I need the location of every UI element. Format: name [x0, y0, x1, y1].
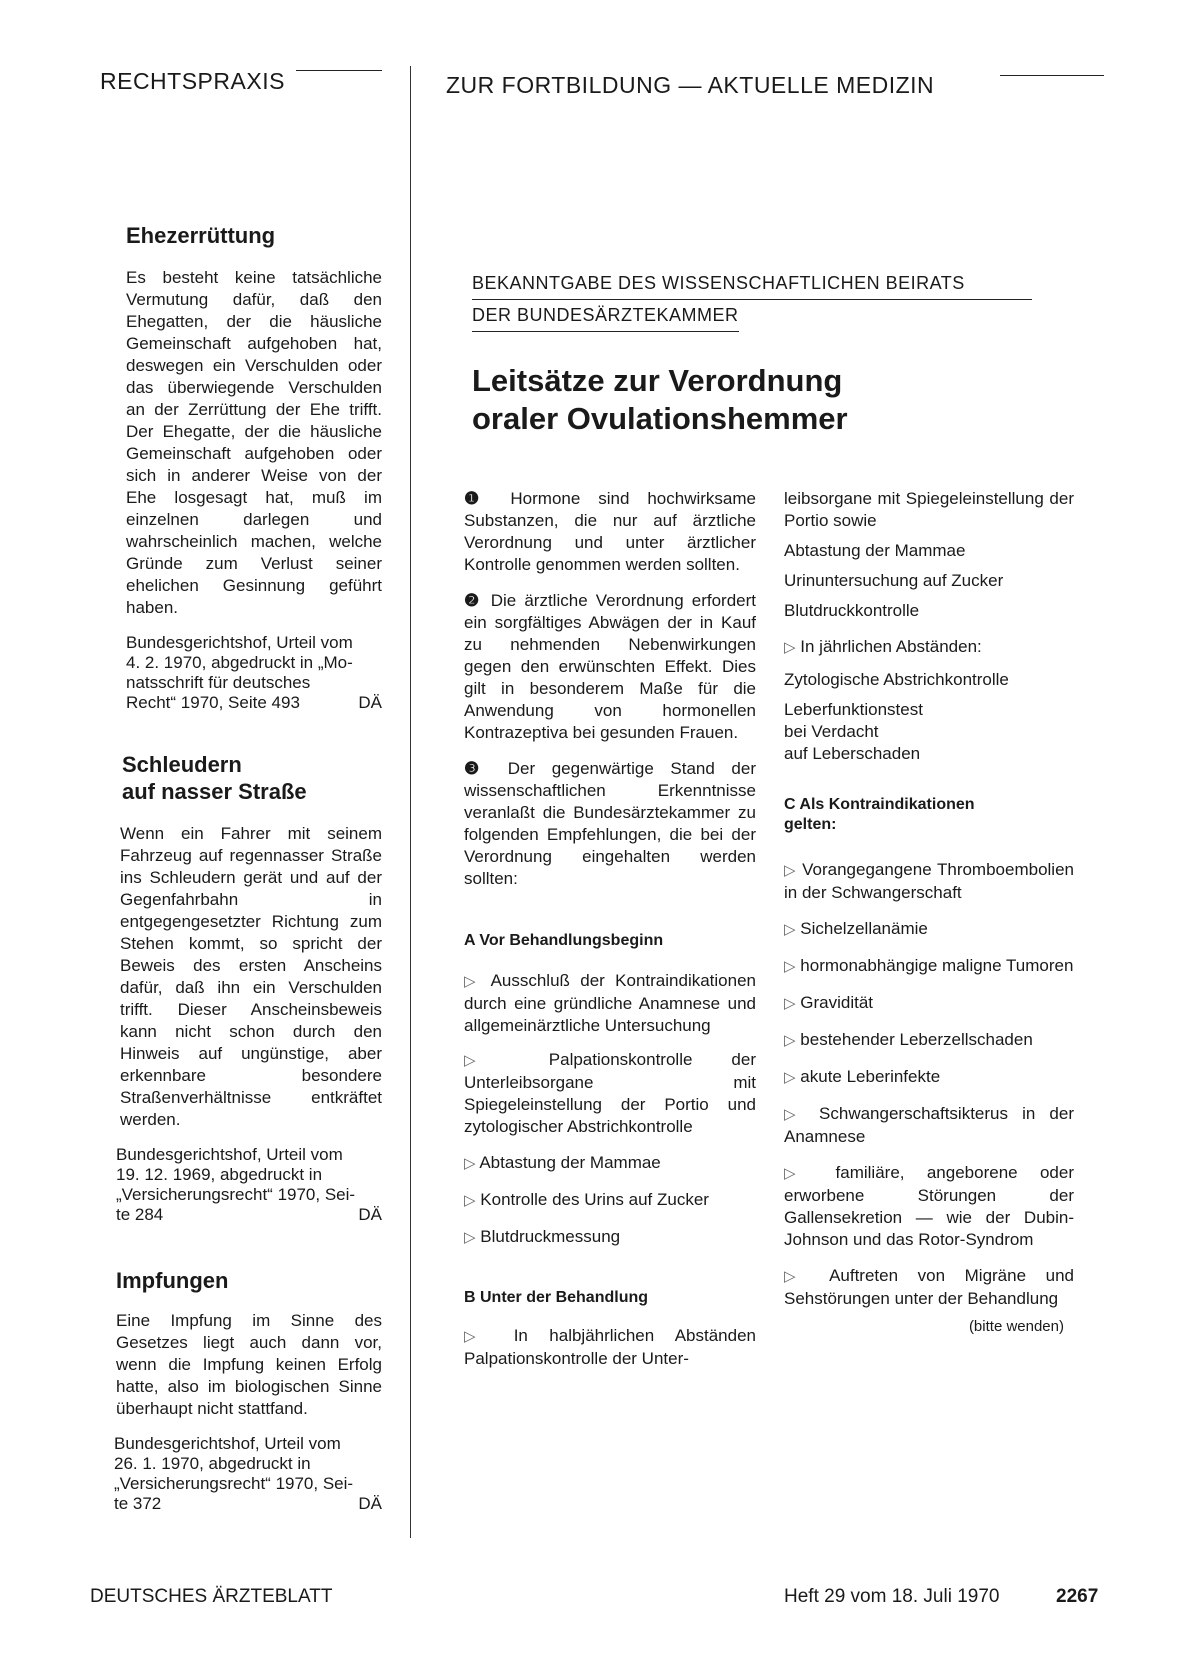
section-title-schleudern [112, 751, 382, 805]
triangle-icon: ▷ [464, 1328, 493, 1345]
citation-line: 26. 1. 1970, abgedruckt in [114, 1454, 311, 1473]
section-heading-b: B Unter der Behandlung [464, 1289, 649, 1306]
heading-line: C Als Kontraindikationen [784, 796, 975, 813]
list-item-text: bestehender Leberzellschaden [800, 1030, 1033, 1049]
list-item-text: Auftreten von Migräne und Sehstörungen unter der Behandlung [784, 1266, 1074, 1308]
triangle-icon: ▷ [784, 862, 797, 879]
title-line: auf nasser Straße [122, 779, 307, 804]
number-icon: ❷ [464, 591, 483, 610]
triangle-icon: ▷ [784, 1069, 796, 1086]
header-rule-right [1000, 75, 1104, 76]
triangle-icon: ▷ [784, 1268, 811, 1285]
list-item [784, 1265, 1074, 1310]
citation-line: Bundesgerichtshof, Urteil vom [116, 1145, 343, 1164]
article-column-2 [784, 488, 1074, 1335]
list-item-text: Abtastung der Mammae [479, 1153, 661, 1172]
section-heading-c [784, 795, 1074, 835]
banner-line-2: DER BUNDESÄRZTEKAMMER [472, 300, 739, 332]
section-body-impfungen: Eine Impfung im Sinne des Gesetzes liegt auch dann vor, wenn die Impfung keinen Erfolg hatte, also im biologischen Sinne überhaupt nicht stattfand. [116, 1311, 382, 1418]
article-title [472, 362, 848, 438]
citation-tag: DÄ [358, 1494, 382, 1513]
article-column-1 [464, 488, 756, 1370]
turn-page-note: (bitte wenden) [968, 1318, 1064, 1335]
citation-impfungen [112, 1434, 382, 1514]
section-header-left: RECHTSPRAXIS [100, 68, 285, 94]
triangle-icon: ▷ [784, 1032, 796, 1049]
announcement-banner [472, 268, 1032, 332]
triangle-icon: ▷ [784, 958, 796, 975]
check-line: Zytologische Abstrichkontrolle [784, 670, 1009, 689]
list-c [784, 859, 1074, 1310]
number-icon: ❶ [464, 489, 493, 508]
citation-line: natsschrift für deutsches [126, 673, 311, 692]
list-item [464, 1152, 756, 1175]
title-line: Leitsätze zur Verordnung [472, 363, 843, 398]
citation-line: te 372 [114, 1494, 162, 1513]
citation-line: „Versicherungsrecht“ 1970, Sei- [116, 1185, 356, 1204]
section-header-right: ZUR FORTBILDUNG — AKTUELLE MEDIZIN [446, 72, 935, 98]
section-heading-a: A Vor Behandlungsbeginn [464, 932, 664, 949]
triangle-icon: ▷ [784, 921, 796, 938]
triangle-icon: ▷ [464, 973, 482, 990]
citation-line: Bundesgerichtshof, Urteil vom [126, 633, 353, 652]
citation-schleudern [112, 1145, 382, 1225]
list-item [784, 859, 1074, 904]
continued-text: leibsorgane mit Spiegeleinstellung der Portio sowie [784, 489, 1074, 530]
check-line: Abtastung der Mammae [784, 541, 966, 560]
heading-line: gelten: [784, 816, 837, 833]
guideline-text: Hormone sind hochwirksame Substanzen, die nur auf ärztliche Verordnung und unter ärztlicher Kontrolle genommen werden sollten. [464, 489, 756, 574]
citation-line: Recht“ 1970, Seite 493 [126, 693, 300, 712]
list-item [784, 1066, 1074, 1089]
check-line: Blutdruckkontrolle [784, 601, 920, 620]
list-item [464, 1189, 756, 1212]
section-body-schleudern: Wenn ein Fahrer mit seinem Fahrzeug auf regennasser Straße ins Schleudern gerät und auf der Gegenfahrbahn in entgegengesetzter Richtung zum Stehen kommt, so spricht der Beweis des ersten Anscheins dafür, daß ihn ein Verschulden trifft. Dieser Anscheinsbeweis kann nicht schon durch den Hinweis auf ungünstige, aber erkennbare besondere Straßenverhältnisse entkräftet werden. [120, 824, 382, 1129]
list-item-text: Vorangegangene Thromboembolien in der Schwangerschaft [784, 860, 1074, 902]
list-a [464, 970, 756, 1249]
title-line: oraler Ovulationshemmer [472, 401, 848, 436]
list-item [464, 1226, 756, 1249]
left-column [112, 222, 382, 1514]
triangle-icon: ▷ [784, 639, 796, 656]
list-item-text: Kontrolle des Urins auf Zucker [480, 1190, 709, 1209]
list-item [784, 1162, 1074, 1251]
check-line: Leberfunktionstest [784, 700, 923, 719]
section-title-ehezerruettung: Ehezerrüttung [126, 223, 276, 248]
triangle-icon: ▷ [784, 1165, 814, 1182]
list-item [784, 1103, 1074, 1148]
header-rule-left [296, 70, 382, 71]
journal-name: DEUTSCHES ÄRZTEBLATT [90, 1586, 333, 1607]
guideline-2 [464, 590, 756, 744]
check-line: auf Leberschaden [784, 744, 921, 763]
issue-info: Heft 29 vom 18. Juli 1970 [784, 1586, 1000, 1607]
list-item [784, 918, 1074, 941]
list-item [464, 1049, 756, 1138]
triangle-icon: ▷ [464, 1192, 476, 1209]
list-item-text: Palpationskontrolle der Unterleibsorgane mit Spiegeleinstellung der Portio und zytologischer Abstrichkontrolle [464, 1050, 756, 1136]
citation-tag: DÄ [358, 1205, 382, 1224]
list-item-text: Schwangerschaftsikterus in der Anamnese [784, 1104, 1074, 1146]
guideline-text: Die ärztliche Verordnung erfordert ein sorgfältiges Abwägen der in Kauf zu nehmenden Nebenwirkungen gegen den erwünschten Effekt. Dies gilt in besonderem Maße für die Anwendung von hormonellen Kontrazeptiva bei gesunden Frauen. [464, 591, 756, 742]
title-line: Schleudern [122, 752, 242, 777]
guideline-3 [464, 758, 756, 890]
list-item-text: Sichelzellanämie [800, 919, 928, 938]
citation-ehezerruettung [112, 633, 382, 713]
citation-line: Bundesgerichtshof, Urteil vom [114, 1434, 341, 1453]
list-item-text: Blutdruckmessung [480, 1227, 621, 1246]
triangle-icon: ▷ [784, 995, 796, 1012]
list-item [784, 992, 1074, 1015]
list-item-text: Gravidität [800, 993, 874, 1012]
triangle-icon: ▷ [784, 1106, 805, 1123]
citation-line: te 284 [116, 1205, 164, 1224]
list-item-text: familiäre, angeborene oder erworbene Störungen der Gallensekretion — wie der Dubin-Johnson und das Rotor-Syndrom [784, 1163, 1074, 1249]
guideline-1 [464, 488, 756, 576]
yearly-text: In jährlichen Abständen: [800, 637, 982, 656]
banner-line-1: BEKANNTGABE DES WISSENSCHAFTLICHEN BEIRATS [472, 268, 1032, 300]
section-title-impfungen: Impfungen [116, 1268, 229, 1293]
citation-tag: DÄ [358, 693, 382, 712]
list-item [784, 955, 1074, 978]
list-item-text: akute Leberinfekte [800, 1067, 941, 1086]
triangle-icon: ▷ [464, 1229, 476, 1246]
section-body-ehezerruettung: Es besteht keine tatsächliche Vermutung dafür, daß den Ehegatten, der die häusliche Gemeinschaft aufgehoben hat, deswegen ein Verschulden oder das überwiegende Verschulden an der Zerrüttung der Ehe trifft. Der Ehegatte, der die häusliche Gemeinschaft aufgehoben oder sich in anderer Weise von der Ehe losgesagt hat, muß im einzelnen darlegen und wahrscheinlich machen, welche Gründe zum Verlust seiner ehelichen Gesinnung geführt haben. [126, 268, 382, 617]
list-item [464, 970, 756, 1037]
page-number: 2267 [1056, 1586, 1099, 1607]
triangle-icon: ▷ [464, 1155, 476, 1172]
guideline-text: Der gegenwärtige Stand der wissenschaftlichen Erkenntnisse veranlaßt die Bundesärztekammer zu folgenden Empfehlungen, die bei der Verordnung eingehalten werden sollten: [464, 759, 756, 888]
yearly-heading [784, 636, 1074, 659]
citation-line: „Versicherungsrecht“ 1970, Sei- [114, 1474, 354, 1493]
number-icon: ❸ [464, 759, 492, 778]
list-item [784, 1029, 1074, 1052]
citation-line: 19. 12. 1969, abgedruckt in [116, 1165, 323, 1184]
citation-line: 4. 2. 1970, abgedruckt in „Mo- [126, 653, 353, 672]
check-line: Urinuntersuchung auf Zucker [784, 571, 1004, 590]
list-item-text: In halbjährlichen Abständen Palpationskontrolle der Unter- [464, 1326, 756, 1368]
list-item-text: hormonabhängige maligne Tumoren [800, 956, 1074, 975]
triangle-icon: ▷ [464, 1052, 510, 1069]
check-line: bei Verdacht [784, 722, 879, 741]
list-item [464, 1325, 756, 1370]
column-divider [410, 66, 411, 1538]
list-item-text: Ausschluß der Kontraindikationen durch eine gründliche Anamnese und allgemeinärztliche Untersuchung [464, 971, 756, 1035]
